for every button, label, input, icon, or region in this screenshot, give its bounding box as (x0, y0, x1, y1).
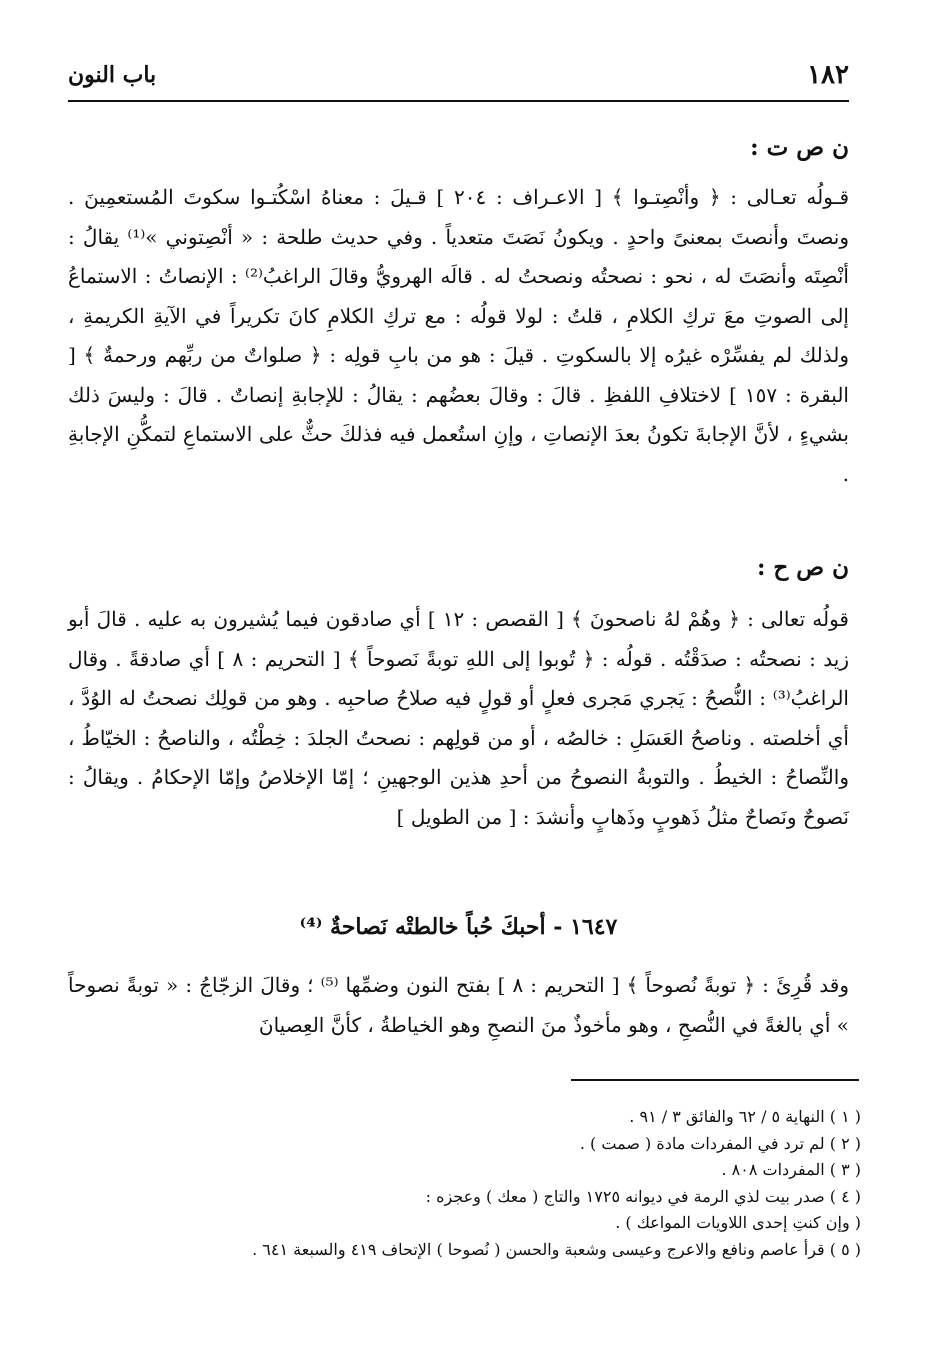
footnote-item: ( ١ ) النهاية ٥ / ٦٢ والفائق ٣ / ٩١ . (629, 1107, 861, 1126)
entry-paragraph-nst: قـولُه تعـالى : ﴿ وأنْصِتـوا ﴾ [ الاعـراف : ٢٠٤ ] قـيلَ : معناهُ اسْكُتـوا سكوتَ المُستعمِينَ . ونصتَ وأنصتَ بمعنىً واحدٍ . ويكونُ نَصَتَ متعدياً . وفي حديث طلحة : « أنْصِتوني »⁽¹⁾ يقالُ : أنْصِتَه وأنصَتَ له ، نحو : نصحتُه ونصحتُ له . قالَه الهرويُّ وقالَ الراغبُ⁽²⁾ : الإنصاتُ : الاستماعُ إلى الصوتِ معَ تركِ الكلامِ ، قلتُ : لولا قولُه : مع تركِ الكلامِ كانَ تكريراً في الآيةِ الكريمةِ ، ولذلك لم يفسِّرْه غيرُه إلا بالسكوتِ . قيلَ : هو من بابِ قولِه : ﴿ صلواتٌ من ربِّهم ورحمةٌ ﴾ [ البقرة : ١٥٧ ] لاختلافِ اللفظِ . قالَ : وقالَ بعضُهم : يقالُ : للإجابةِ إنصاتٌ . قالَ : وليسَ ذلك بشيءٍ ، لأنَّ الإجابةَ تكونُ بعدَ الإنصاتِ ، وإنِ استُعمل فيه فذلكَ حثٌّ على الاستماعِ لتمكُّنِ الإجابةِ . (68, 185, 849, 486)
header-divider (68, 100, 849, 102)
footnote-item: ( ٢ ) لم ترد في المفردات مادة ( صمت ) . (579, 1133, 861, 1153)
section-heading-nst: ن ص ت : (750, 134, 849, 161)
footnote-item: ( ٣ ) المفردات ٨٠٨ . (721, 1160, 861, 1179)
footnote-item: ( ٤ ) صدر بيت لذي الرمة في ديوانه ١٧٢٥ والتاج ( معك ) وعجزه : (425, 1186, 861, 1206)
footnotes-list (100, 1104, 861, 1263)
footnote-divider (571, 1079, 859, 1081)
footnote-item: ( وإن كنتِ إحدى اللاويات المواعك ) . (615, 1213, 861, 1232)
entry-paragraph-nsh: قولُه تعالى : ﴿ وهُمْ لهُ ناصحونَ ﴾ [ القصص : ١٢ ] أي صادقون فيما يُشيرون به عليه . قالَ أبو زيد : نصحتُه : صدَقْتُه . قولُه : ﴿ تُوبوا إلى اللهِ توبةً نَصوحاً ﴾ [ التحريم : ٨ ] أي صادقةً . وقال الراغبُ⁽³⁾ : النُّصحُ : يَجري مَجرى فعلٍ أو قولٍ فيه صلاحُ صاحبِه . وهو من قولِك نصحتُ له الوُدَّ ، أي أخلصته . وناصحُ العَسَلِ : خالصُه ، أو من قولِهم : نصحتُ الجلدَ : خِطْتُه ، والناصحُ : الخيّاطُ ، والنِّصاحُ : الخيطُ . والتوبةُ النصوحُ من أحدِ هذين الوجهينِ ؛ إمّا الإخلاصُ وإمّا الإحكامُ . ويقالُ : نَصوحٌ ونَصاحٌ مثلُ ذَهوبٍ وذَهابٍ وأنشدَ : [ من الطويل ] (68, 607, 849, 829)
entry-paragraph-continued: وقد قُرِئَ : ﴿ توبةً نُصوحاً ﴾ [ التحريم : ٨ ] بفتح النون وضمِّها ⁽⁵⁾ ؛ وقالَ الزجّاجُ : « توبةً نصوحاً » أي بالغةً في النُّصحِ ، وهو مأخوذٌ منَ النصحِ وهو الخياطةُ ، كأنَّ العِصيانَ (68, 973, 850, 1037)
poetry-verse: ١٦٤٧ - أحبكَ حُباً خالطتْه نَصاحةٌ ⁽⁴⁾ (299, 914, 618, 940)
section-heading-nsh: ن ص ح : (756, 554, 849, 581)
chapter-title: باب النون (68, 62, 157, 88)
page-number: ١٨٢ (807, 60, 849, 90)
page-header (68, 60, 849, 100)
footnote-item: ( ٥ ) قرأ عاصم ونافع والاعرج وعيسى وشعبة والحسن ( نُصوحا ) الإتحاف ٤١٩ والسبعة ٦٤١ . (252, 1239, 861, 1259)
